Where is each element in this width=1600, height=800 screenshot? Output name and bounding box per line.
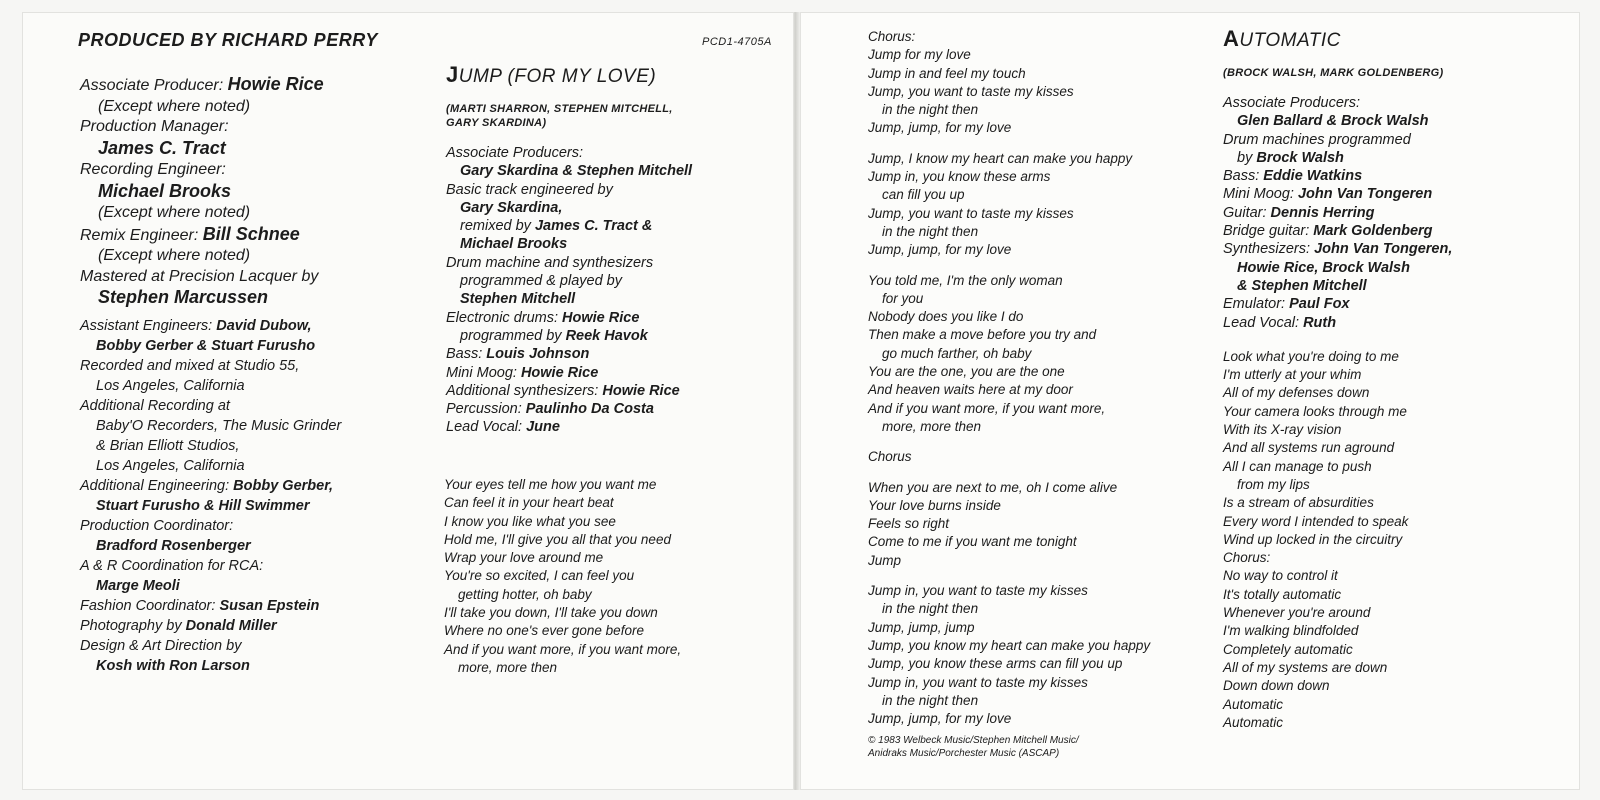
credit-line — [80, 246, 420, 267]
lyric-line: Then make a move before you try and — [868, 327, 1097, 343]
credit-line — [446, 418, 786, 436]
credit-name: Michael Brooks — [460, 236, 568, 253]
lyric-line: All of my defenses down — [1223, 385, 1370, 401]
lyric-line: Jump, jump, for my love — [868, 242, 1012, 258]
main-credits — [80, 74, 420, 310]
lyric-line: All of my systems are down — [1223, 659, 1388, 675]
credit-name: Kosh with Ron Larson — [96, 658, 250, 674]
lyric-line: Jump, I know my heart can make you happy — [868, 150, 1133, 166]
credit-line — [1223, 131, 1563, 149]
credit-name: Dennis Herring — [1270, 204, 1375, 221]
credit-name: Stuart Furusho & Hill Swimmer — [96, 498, 310, 514]
credit-line — [80, 456, 420, 476]
credit-role: Associate Producers: — [1223, 95, 1361, 111]
credit-role: programmed by — [460, 327, 566, 344]
lyric-line: Chorus: — [1223, 550, 1271, 566]
song-credits-automatic — [1223, 94, 1563, 332]
credit-line — [446, 199, 786, 217]
lyric-line: And heaven waits here at my door — [868, 382, 1073, 398]
credit-role: Electronic drums: — [446, 309, 563, 326]
credit-line — [1223, 94, 1563, 112]
credit-line — [446, 181, 786, 199]
credit-line — [80, 656, 420, 676]
credit-name: David Dubow, — [216, 318, 312, 334]
lyric-line: And if you want more, if you want more, — [868, 400, 1106, 416]
credit-role: Mini Moog: — [1223, 186, 1298, 203]
lyric-line: Feels so right — [868, 516, 950, 532]
credit-line — [1223, 112, 1563, 130]
credit-role: Production Manager: — [80, 118, 229, 135]
credit-role: Mini Moog: — [446, 364, 521, 381]
credit-name: Bobby Gerber & Stuart Furusho — [96, 338, 316, 354]
credit-note: (Except where noted) — [98, 247, 251, 264]
credit-line — [1223, 167, 1563, 185]
lyric-line: Hold me, I'll give you all that you need — [444, 531, 671, 547]
credit-role: Recording Engineer: — [80, 161, 226, 178]
credit-line — [446, 235, 786, 253]
credit-line — [1223, 259, 1563, 277]
credit-name: Howie Rice — [227, 74, 324, 94]
stanza-gap — [868, 260, 1208, 272]
lyric-line: in the night then — [882, 692, 979, 708]
credit-role: & Brian Elliott Studios, — [96, 438, 240, 454]
credit-line — [80, 476, 420, 496]
song-title-jump — [446, 62, 786, 88]
credit-role: by — [1237, 149, 1257, 166]
credit-line — [80, 224, 420, 247]
lyric-line: Come to me if you want me tonight — [868, 534, 1077, 550]
lyric-line: Automatic — [1223, 696, 1284, 712]
title-rest: UMP — [458, 66, 508, 87]
credit-name: John Van Tongeren — [1297, 186, 1433, 203]
credit-name: June — [526, 419, 560, 436]
credit-role: Production Coordinator: — [80, 518, 234, 534]
lyric-line: Jump, jump, for my love — [868, 120, 1012, 136]
lyric-line: Jump, you know these arms can fill you up — [868, 656, 1123, 672]
lyric-line: Jump in, you want to taste my kisses — [868, 674, 1088, 690]
credit-name: Gary Skardina, — [460, 199, 563, 216]
credit-role: Additional Recording at — [80, 398, 230, 414]
credit-name: James C. Tract — [98, 137, 226, 158]
credit-role: Emulator: — [1223, 296, 1290, 313]
credit-line — [80, 203, 420, 224]
credit-line — [1223, 277, 1563, 295]
lyric-line: You're so excited, I can feel you — [444, 568, 635, 584]
credit-role: Mastered at Precision Lacquer by — [80, 267, 319, 285]
credit-role: Associate Producer: — [80, 77, 228, 94]
credit-line — [80, 576, 420, 596]
lyric-line: Your camera looks through me — [1223, 403, 1407, 419]
lyric-line: Your love burns inside — [868, 497, 1001, 513]
credit-name: Donald Miller — [185, 618, 277, 634]
stanza-gap — [868, 570, 1208, 582]
credit-name: Gary Skardina & Stephen Mitchell — [460, 163, 693, 180]
credit-line — [80, 160, 420, 181]
lyric-line: Wrap your love around me — [444, 550, 604, 566]
credit-line — [446, 345, 786, 363]
lyric-line: I'll take you down, I'll take you down — [444, 605, 658, 621]
credit-role: Baby'O Recorders, The Music Grinder — [96, 418, 342, 434]
lyric-line: Nobody does you like I do — [868, 309, 1024, 325]
credit-line — [80, 97, 420, 118]
lyric-line: And if you want more, if you want more, — [444, 641, 682, 657]
credit-name: Bill Schnee — [202, 223, 300, 244]
credit-line — [1223, 149, 1563, 167]
credit-role: Associate Producers: — [446, 145, 584, 161]
lyric-line: in the night then — [882, 102, 979, 118]
credit-line — [80, 376, 420, 396]
credit-name: Reek Havok — [565, 327, 648, 344]
credit-name: Ruth — [1303, 314, 1337, 331]
credit-line — [80, 636, 420, 656]
catalog-number: PCD1-4705A — [702, 36, 772, 48]
lyric-line: Chorus: — [868, 29, 916, 44]
credit-role: Remix Engineer: — [80, 226, 203, 244]
credit-line — [446, 162, 786, 180]
lyric-line: It's totally automatic — [1223, 586, 1342, 602]
credit-line — [80, 74, 420, 97]
other-credits — [80, 316, 420, 676]
credit-line — [80, 496, 420, 516]
lyric-line: for you — [882, 290, 924, 306]
song-credits-jump — [446, 144, 786, 437]
credit-line — [1223, 240, 1563, 258]
lyric-line: And all systems run aground — [1223, 440, 1395, 456]
lyric-line: from my lips — [1237, 476, 1310, 492]
credit-name: Brock Walsh — [1256, 149, 1344, 166]
credit-name: & Stephen Mitchell — [1237, 277, 1367, 294]
song-automatic-block — [1223, 26, 1563, 732]
credit-line — [80, 316, 420, 336]
credit-role: Synthesizers: — [1223, 241, 1315, 258]
lyric-line: Jump, jump, jump — [868, 619, 975, 635]
lyric-line: When you are next to me, oh I come alive — [868, 479, 1118, 495]
lyric-line: more, more then — [458, 659, 558, 675]
lyric-line: Look what you're doing to me — [1223, 348, 1399, 364]
lyric-line: You told me, I'm the only woman — [868, 272, 1063, 288]
credit-role: Lead Vocal: — [446, 419, 527, 436]
credit-note: (Except where noted) — [98, 97, 251, 115]
lyric-line: Jump, jump, for my love — [868, 711, 1012, 727]
credit-line — [80, 336, 420, 356]
credit-name: Howie Rice, Brock Walsh — [1237, 259, 1410, 276]
credit-line — [80, 616, 420, 636]
lyric-line: Jump, you want to taste my kisses — [868, 83, 1074, 99]
credit-role: Assistant Engineers: — [80, 318, 217, 334]
credit-name: Howie Rice — [562, 309, 640, 326]
credit-name: Michael Brooks — [98, 180, 232, 201]
credit-line — [80, 596, 420, 616]
lyric-line: Every word I intended to speak — [1223, 513, 1409, 529]
credit-line — [446, 364, 786, 382]
credit-line — [446, 382, 786, 400]
credit-role: Photography by — [80, 618, 186, 634]
copyright-line: © 1983 Welbeck Music/Stephen Mitchell Music/ — [868, 735, 1079, 746]
copyright-line: Anidraks Music/Porchester Music (ASCAP) — [868, 748, 1060, 759]
lyric-line: go much farther, oh baby — [882, 345, 1032, 361]
right-page — [800, 12, 1580, 790]
song-title-automatic — [1223, 26, 1563, 52]
credit-line — [80, 138, 420, 161]
song-writers-jump — [446, 102, 786, 130]
credit-name: Bradford Rosenberger — [96, 538, 251, 554]
credit-line — [446, 327, 786, 345]
credit-role: A & R Coordination for RCA: — [80, 558, 264, 574]
credit-name: Stephen Marcussen — [98, 287, 269, 307]
credit-role: Percussion: — [446, 401, 526, 418]
lyric-line: Where no one's ever gone before — [444, 623, 644, 639]
lyric-line: in the night then — [882, 601, 979, 617]
credit-line — [80, 181, 420, 204]
lyric-line: Jump in, you want to taste my kisses — [868, 583, 1088, 599]
credit-role: Design & Art Direction by — [80, 638, 242, 654]
credit-line — [80, 396, 420, 416]
lyric-line: I know you like what you see — [444, 513, 616, 529]
lyric-line: With its X-ray vision — [1223, 422, 1342, 438]
credit-line — [446, 309, 786, 327]
lyric-line: No way to control it — [1223, 568, 1338, 584]
credit-line — [1223, 222, 1563, 240]
lyric-line: more, more then — [882, 418, 982, 434]
credit-role: Fashion Coordinator: — [80, 598, 220, 614]
credit-name: Eddie Watkins — [1263, 168, 1363, 185]
credit-role: Drum machines programmed — [1223, 131, 1411, 148]
lyric-line: Down down down — [1223, 678, 1330, 694]
lyric-line: Jump, you want to taste my kisses — [868, 205, 1074, 221]
credit-role: programmed & played by — [460, 273, 622, 290]
lyric-line: Wind up locked in the circuitry — [1223, 531, 1403, 547]
lyric-line: You are the one, you are the one — [868, 364, 1065, 380]
stanza-gap — [868, 467, 1208, 479]
credit-name: Susan Epstein — [219, 598, 320, 614]
produced-by-heading: PRODUCED BY RICHARD PERRY — [78, 30, 378, 50]
credit-line — [80, 556, 420, 576]
credit-role: Bass: — [1223, 168, 1264, 185]
credit-name: Louis Johnson — [486, 346, 590, 363]
title-rest: UTOMATIC — [1239, 30, 1341, 51]
song-lyrics-jump — [444, 476, 784, 677]
credit-name: Howie Rice — [520, 364, 599, 381]
credit-line — [1223, 204, 1563, 222]
credit-role: Lead Vocal: — [1223, 314, 1304, 331]
credit-role: Basic track engineered by — [446, 181, 613, 198]
lyric-line: All I can manage to push — [1223, 458, 1372, 474]
credit-line — [1223, 314, 1563, 332]
lyric-line: Is a stream of absurdities — [1223, 495, 1374, 511]
lyric-line: in the night then — [882, 223, 979, 239]
credit-line — [80, 287, 420, 310]
lyric-line: Chorus — [868, 449, 912, 465]
title-paren: (FOR MY LOVE) — [507, 66, 657, 87]
credit-line — [446, 144, 786, 162]
credit-line — [80, 516, 420, 536]
credit-name: Paul Fox — [1289, 296, 1350, 313]
song-lyrics-automatic — [1223, 348, 1563, 732]
lyric-line: can fill you up — [882, 187, 965, 203]
lyric-line: Completely automatic — [1223, 641, 1353, 657]
credit-name: Marge Meoli — [96, 578, 180, 594]
credit-line — [80, 356, 420, 376]
credit-role: Los Angeles, California — [96, 378, 245, 394]
lyric-line: I'm utterly at your whim — [1223, 367, 1362, 383]
credit-name: Stephen Mitchell — [460, 291, 576, 308]
song-jump-block — [446, 62, 786, 437]
writers-line: GARY SKARDINA) — [446, 117, 547, 129]
credit-role: Additional Engineering: — [80, 478, 234, 494]
credit-role: Additional synthesizers: — [446, 382, 603, 399]
lyric-line: getting hotter, oh baby — [458, 586, 592, 602]
credit-role: Drum machine and synthesizers — [446, 254, 654, 271]
title-initial: J — [446, 62, 459, 87]
credit-role: remixed by — [460, 218, 535, 235]
lyric-line: Jump — [868, 552, 902, 568]
lyric-line: Whenever you're around — [1223, 605, 1371, 621]
stanza-gap — [868, 138, 1208, 150]
lyric-line: Jump for my love — [868, 47, 971, 63]
lyric-line: Can feel it in your heart beat — [444, 495, 614, 511]
credit-role: Recorded and mixed at Studio 55, — [80, 358, 300, 374]
credit-name: John Van Tongeren, — [1314, 241, 1453, 258]
credit-name: Paulinho Da Costa — [525, 401, 654, 418]
credit-line — [80, 436, 420, 456]
song-lyrics-jump-continued — [868, 28, 1208, 728]
lyric-line: Jump, you know my heart can make you happy — [868, 637, 1151, 653]
left-page — [22, 12, 795, 790]
copyright-notice — [868, 734, 1079, 760]
lyric-line: I'm walking blindfolded — [1223, 623, 1359, 639]
credit-line — [80, 416, 420, 436]
credit-line — [80, 117, 420, 138]
credit-name: Howie Rice — [602, 382, 680, 399]
lyric-line: Jump in, you know these arms — [868, 169, 1051, 185]
lyric-line: Your eyes tell me how you want me — [444, 477, 657, 492]
credit-name: Glen Ballard & Brock Walsh — [1237, 113, 1429, 130]
credit-line — [1223, 295, 1563, 313]
credit-note: (Except where noted) — [98, 204, 251, 221]
credit-line — [80, 536, 420, 556]
credit-line — [446, 400, 786, 418]
credit-role: Bass: — [446, 346, 487, 363]
credit-name: Bobby Gerber, — [233, 478, 334, 494]
credit-role: Guitar: — [1223, 204, 1271, 221]
credit-name: Mark Goldenberg — [1313, 223, 1433, 240]
song-writers-automatic: (BROCK WALSH, MARK GOLDENBERG) — [1223, 67, 1444, 79]
credit-line — [446, 254, 786, 272]
credit-role: Los Angeles, California — [96, 458, 245, 474]
credit-line — [80, 267, 420, 288]
credit-name: James C. Tract & — [534, 218, 653, 235]
credit-line — [1223, 185, 1563, 203]
lyric-line: Jump in and feel my touch — [868, 65, 1026, 81]
writers-line: (MARTI SHARRON, STEPHEN MITCHELL, — [446, 103, 673, 115]
credit-line — [446, 290, 786, 308]
title-initial: A — [1223, 26, 1240, 51]
stanza-gap — [868, 436, 1208, 448]
credit-line — [446, 272, 786, 290]
lyric-line: Automatic — [1223, 714, 1284, 730]
credit-line — [446, 217, 786, 235]
credit-role: Bridge guitar: — [1223, 223, 1314, 240]
